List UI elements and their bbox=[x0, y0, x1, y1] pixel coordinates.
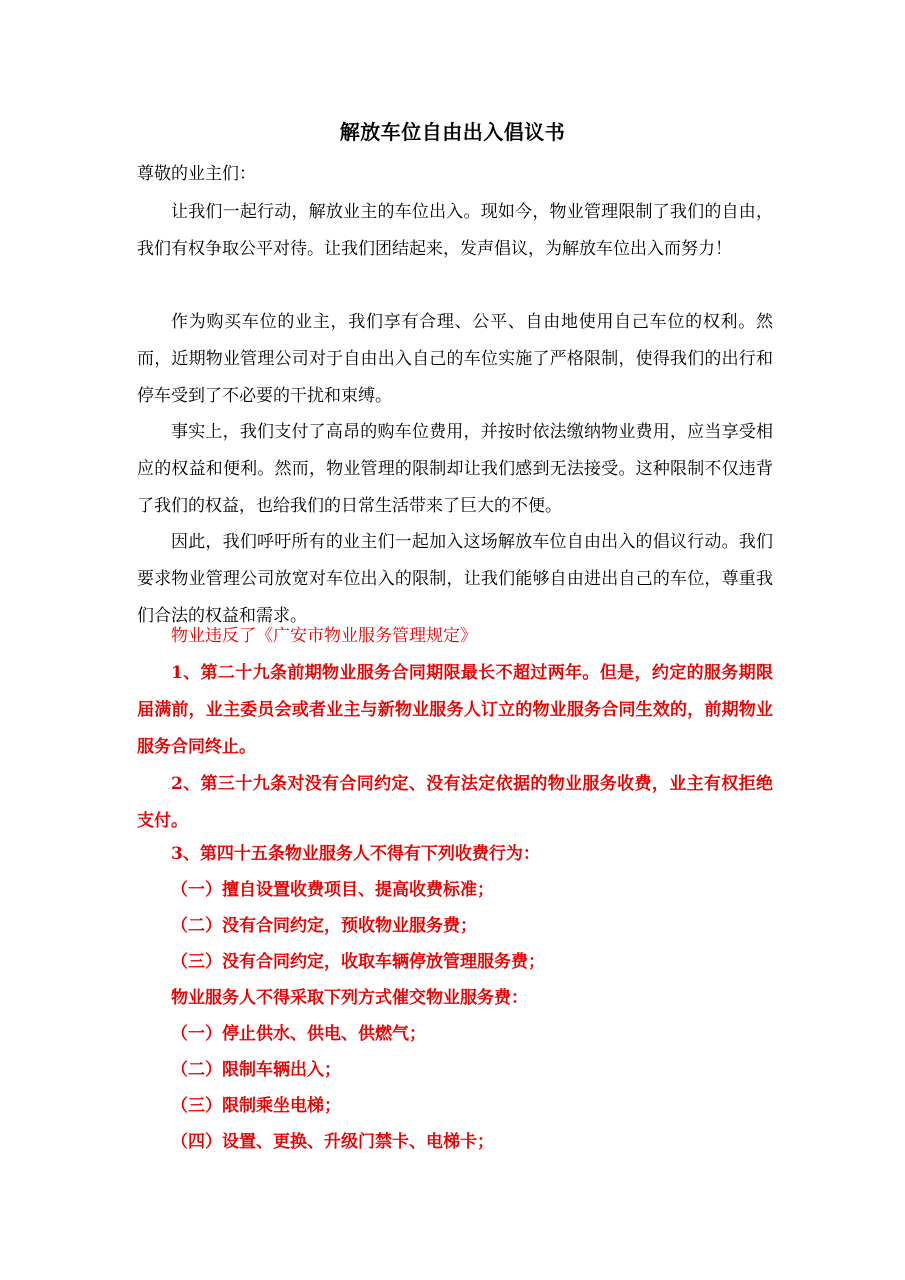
article-39: 2、第三十九条对没有合同约定、没有法定依据的物业服务收费，业主有权拒绝支付。 bbox=[137, 774, 773, 831]
document-title: 解放车位自由出入倡议书 bbox=[339, 120, 566, 144]
collection-item: （四）设置、更换、升级门禁卡、电梯卡； bbox=[171, 1132, 494, 1152]
fee-item: （三）没有合同约定，收取车辆停放管理服务费； bbox=[171, 952, 545, 972]
article-45: 3、第四十五条物业服务人不得有下列收费行为： bbox=[171, 844, 540, 864]
regulation-heading: 物业违反了《广安市物业服务管理规定》 bbox=[171, 626, 477, 646]
collection-heading: 物业服务人不得采取下列方式催交物业服务费： bbox=[171, 988, 528, 1008]
salutation: 尊敬的业主们： bbox=[137, 164, 256, 184]
collection-item: （一）停止供水、供电、供燃气； bbox=[171, 1024, 426, 1044]
paragraph-3: 事实上，我们支付了高昂的购车位费用，并按时依法缴纳物业费用，应当享受相应的权益和便利。然而，物业管理的限制却让我们感到无法接受。这种限制不仅违背了我们的权益，也给我们的日常生活带来了巨大的不便。 bbox=[137, 422, 773, 516]
collection-item: （三）限制乘坐电梯； bbox=[171, 1096, 341, 1116]
paragraph-1: 让我们一起行动，解放业主的车位出入。现如今，物业管理限制了我们的自由，我们有权争取公平对待。让我们团结起来，发声倡议，为解放车位出入而努力！ bbox=[137, 202, 773, 259]
collection-item: （二）限制车辆出入； bbox=[171, 1060, 341, 1080]
fee-item: （二）没有合同约定，预收物业服务费； bbox=[171, 916, 477, 936]
paragraph-2: 作为购买车位的业主，我们享有合理、公平、自由地使用自己车位的权利。然而，近期物业管理公司对于自由出入自己的车位实施了严格限制，使得我们的出行和停车受到了不必要的干扰和束缚。 bbox=[137, 312, 773, 406]
paragraph-4: 因此，我们呼吁所有的业主们一起加入这场解放车位自由出入的倡议行动。我们要求物业管理公司放宽对车位出入的限制，让我们能够自由进出自己的车位，尊重我们合法的权益和需求。 bbox=[137, 532, 773, 626]
article-29: 1、第二十九条前期物业服务合同期限最长不超过两年。但是，约定的服务期限届满前，业主委员会或者业主与新物业服务人订立的物业服务合同生效的，前期物业服务合同终止。 bbox=[137, 663, 773, 757]
fee-item: （一）擅自设置收费项目、提高收费标准； bbox=[171, 880, 494, 900]
